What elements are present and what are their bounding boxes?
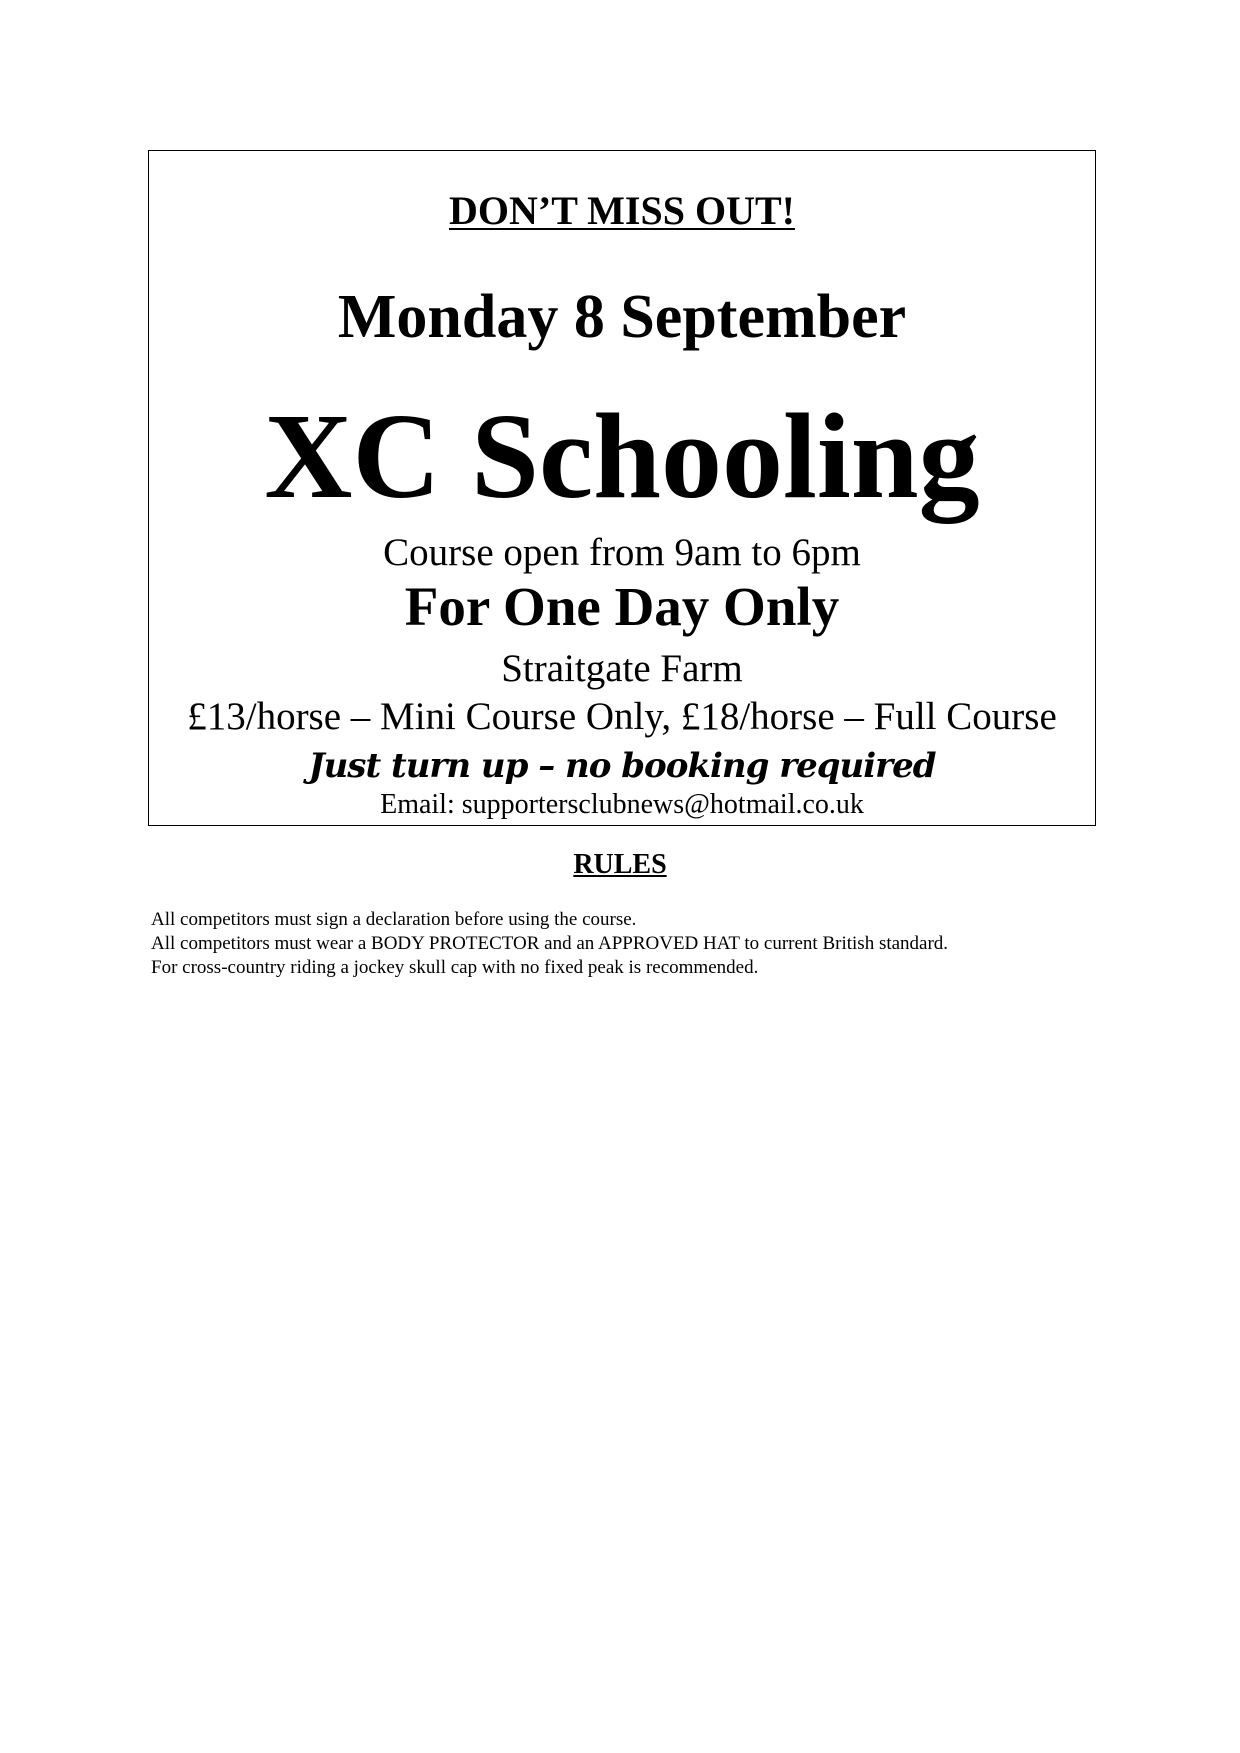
rule-item: All competitors must wear a BODY PROTECTOR and an APPROVED HAT to current British standard. xyxy=(151,933,949,954)
rule-item: All competitors must sign a declaration before using the course. xyxy=(151,909,637,930)
venue-name: Straitgate Farm xyxy=(501,647,743,690)
rules-list xyxy=(151,908,948,980)
duration-note: For One Day Only xyxy=(404,576,840,637)
rules-heading: RULES xyxy=(573,849,667,880)
event-title: XC Schooling xyxy=(264,389,980,524)
opening-hours: Course open from 9am to 6pm xyxy=(383,531,861,574)
flyer-box xyxy=(148,150,1096,826)
booking-note: Just turn up – no booking required xyxy=(308,746,936,786)
contact-email: Email: supportersclubnews@hotmail.co.uk xyxy=(380,789,864,820)
price-list: £13/horse – Mini Course Only, £18/horse – Full Course xyxy=(187,695,1057,738)
rule-item: For cross-country riding a jockey skull cap with no fixed peak is recommended. xyxy=(151,957,759,978)
headline: DON’T MISS OUT! xyxy=(449,188,795,233)
event-date: Monday 8 September xyxy=(337,283,907,351)
